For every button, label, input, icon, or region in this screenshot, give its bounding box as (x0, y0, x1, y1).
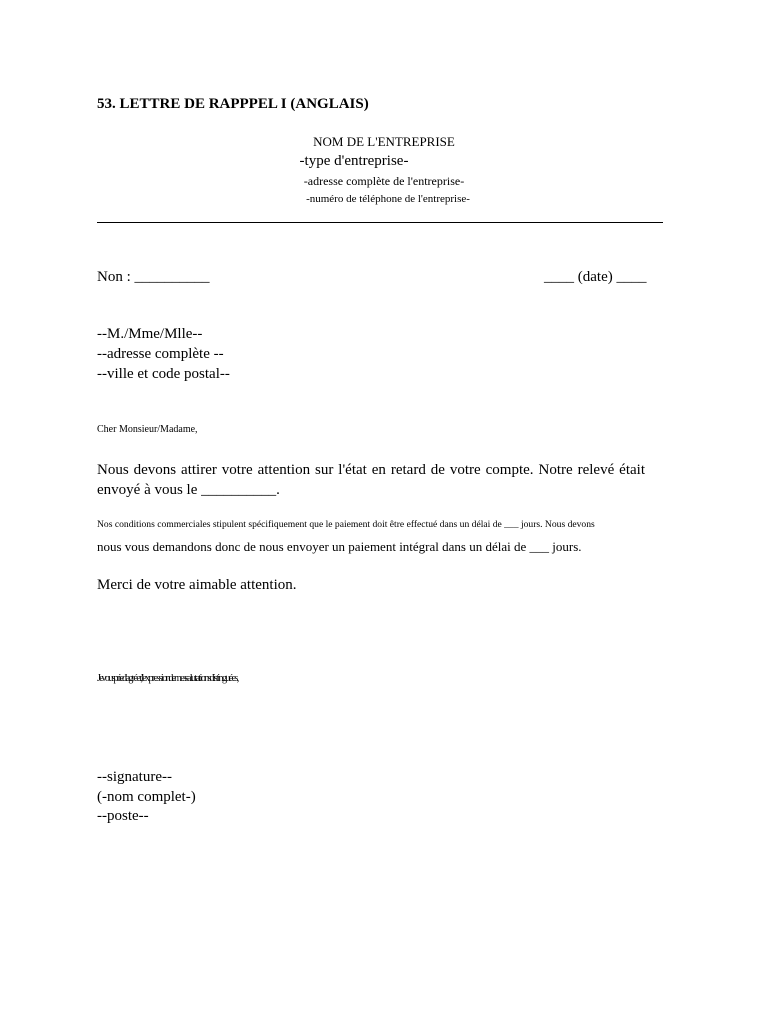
reference-field: Non : __________ (97, 269, 210, 285)
recipient-city: --ville et code postal-- (97, 366, 230, 382)
recipient-name: --M./Mme/Mlle-- (97, 326, 203, 342)
signer-position: --poste-- (97, 808, 149, 824)
salutation: Cher Monsieur/Madame, (97, 424, 198, 435)
document-title: 53. LETTRE DE RAPPPEL I (ANGLAIS) (97, 96, 369, 112)
company-type: -type d'entreprise- (299, 153, 409, 169)
company-phone: -numéro de téléphone de l'entreprise- (306, 193, 470, 205)
paragraph-overdue: Nous devons attirer votre attention sur l'état en retard de votre compte. Notre relevé était envoyé à vous le __________. (97, 462, 645, 498)
company-name: NOM DE L'ENTREPRISE (313, 134, 455, 149)
date-field: ____ (date) ____ (544, 269, 647, 285)
signature-line: --signature-- (97, 769, 172, 785)
paragraph-terms-line2: nous vous demandons donc de nous envoyer un paiement intégral dans un délai de ___ jours. (97, 539, 582, 554)
closing-formula: Je vous prie d'agréer, l'expression de mes salutations distinguées, (97, 673, 238, 684)
signer-full-name: (-nom complet-) (97, 789, 196, 805)
recipient-address: --adresse complète -- (97, 346, 224, 362)
paragraph-terms-line1: Nos conditions commerciales stipulent spécifiquement que le paiement doit être effectué dans un délai de ___ jours. Nous devons (97, 519, 595, 530)
header-divider (97, 222, 663, 223)
company-address: -adresse complète de l'entreprise- (303, 174, 465, 188)
thanks-line: Merci de votre aimable attention. (97, 577, 297, 593)
